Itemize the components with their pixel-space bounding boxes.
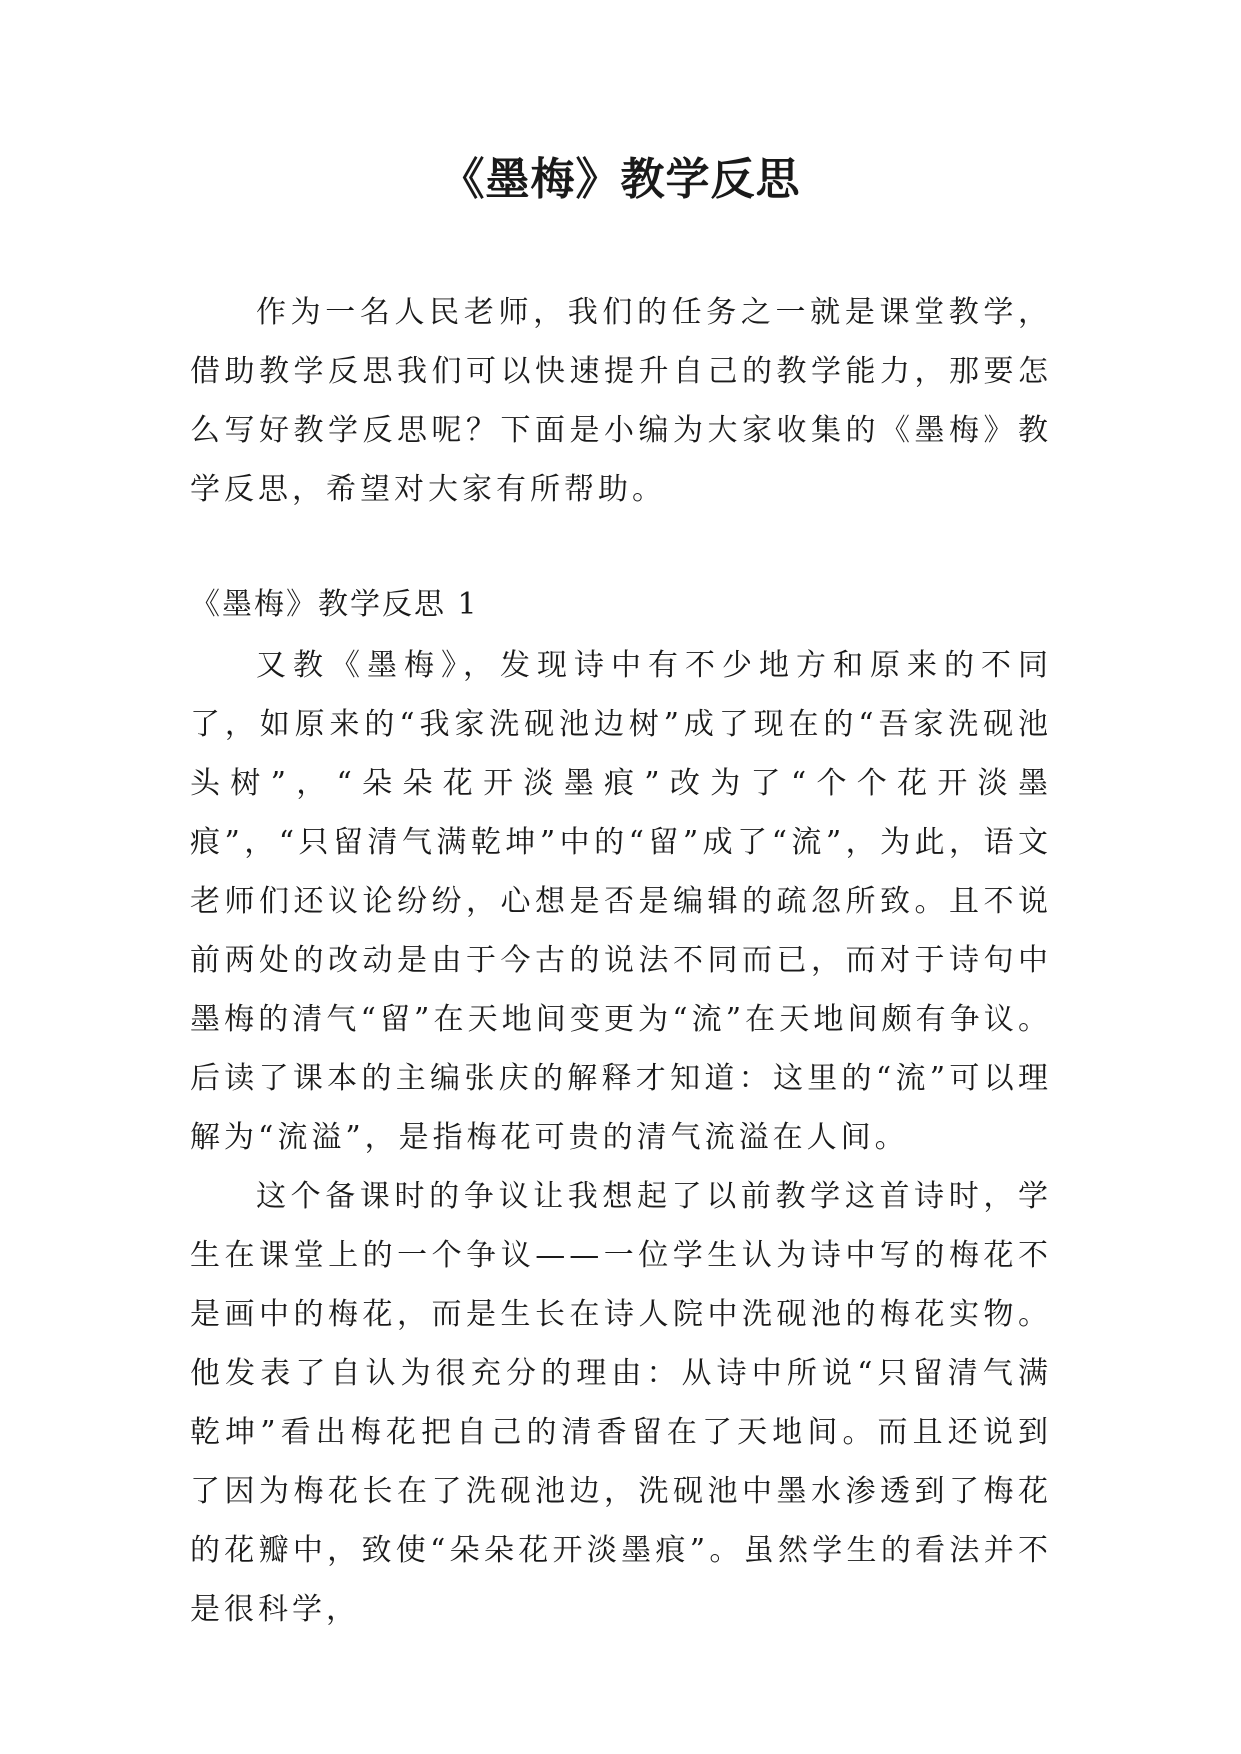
section-body <box>190 636 1052 1639</box>
body-paragraph: 又教《墨梅》，发现诗中有不少地方和原来的不同了，如原来的“我家洗砚池边树”成了现在的“吾家洗砚池头树”，“朵朵花开淡墨痕”改为了“个个花开淡墨痕”，“只留清气满乾坤”中的“留”成了“流”，为此，语文老师们还议论纷纷，心想是否是编辑的疏忽所致。且不说前两处的改动是由于今古的说法不同而已，而对于诗句中墨梅的清气“留”在天地间变更为“流”在天地间颇有争议。后读了课本的主编张庆的解释才知道：这里的“流”可以理解为“流溢”，是指梅花可贵的清气流溢在人间。 <box>190 648 1052 1155</box>
document-title: 《墨梅》教学反思 <box>440 154 801 205</box>
body-paragraph: 这个备课时的争议让我想起了以前教学这首诗时，学生在课堂上的一个争议——一位学生认为诗中写的梅花不是画中的梅花，而是生长在诗人院中洗砚池的梅花实物。他发表了自认为很充分的理由：从诗中所说“只留清气满乾坤”看出梅花把自己的清香留在了天地间。而且还说到了因为梅花长在了洗砚池边，洗砚池中墨水渗透到了梅花的花瓣中，致使“朵朵花开淡墨痕”。虽然学生的看法并不是很科学， <box>190 1179 1052 1627</box>
intro-block <box>190 283 1052 519</box>
section-heading: 《墨梅》教学反思 1 <box>190 587 479 622</box>
intro-paragraph: 作为一名人民老师，我们的任务之一就是课堂教学，借助教学反思我们可以快速提升自己的教学能力，那要怎么写好教学反思呢？下面是小编为大家收集的《墨梅》教学反思，希望对大家有所帮助。 <box>190 295 1052 507</box>
